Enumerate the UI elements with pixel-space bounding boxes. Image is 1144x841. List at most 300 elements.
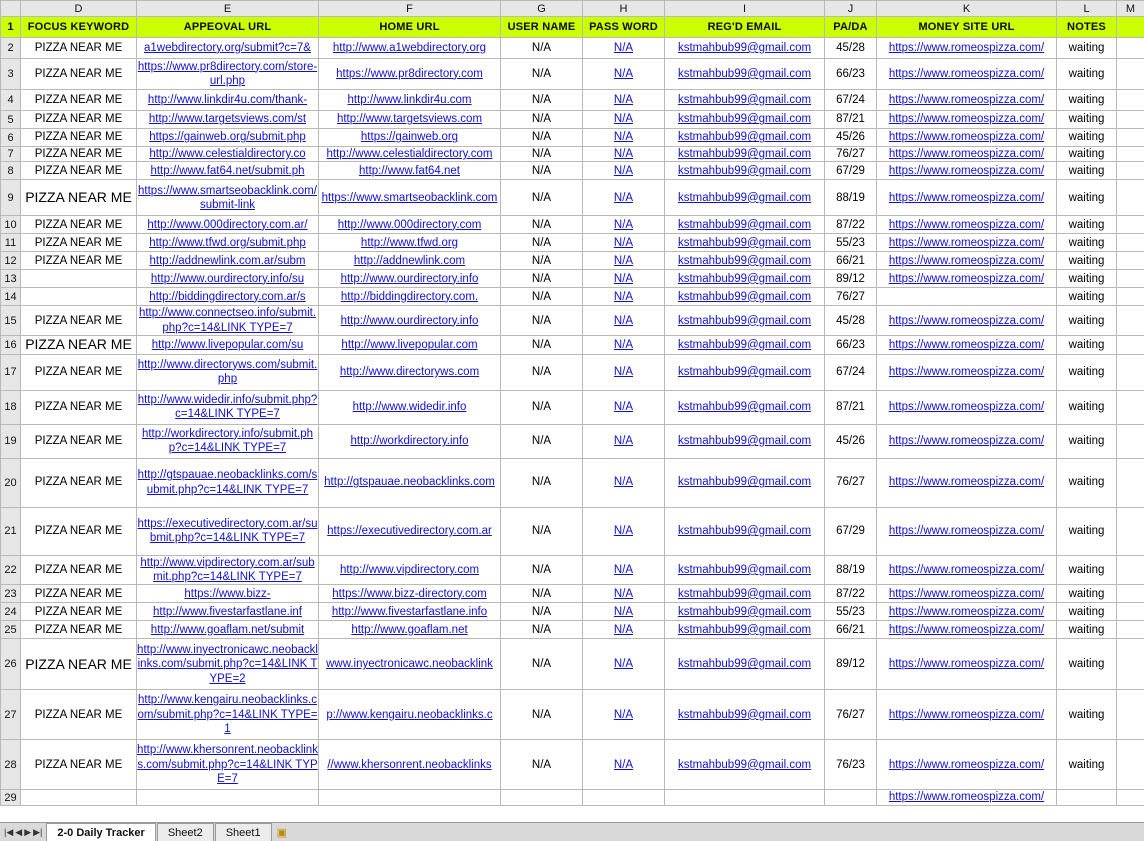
cell-password[interactable] — [583, 216, 665, 234]
cell-home-url[interactable] — [319, 252, 501, 270]
money-site-url-link[interactable]: https://www.romeospizza.com/ — [888, 365, 1045, 378]
approval-url-link[interactable]: https://www.pr8directory.com/store-url.php — [137, 60, 318, 87]
password-link[interactable]: N/A — [613, 658, 634, 671]
home-url-link[interactable]: http://biddingdirectory.com. — [340, 290, 479, 303]
approval-url-link[interactable]: http://www.targetsviews.com/st — [148, 113, 307, 126]
cell-pa-da[interactable]: 76/27 — [825, 458, 877, 507]
cell-focus-keyword[interactable] — [21, 639, 137, 690]
password-link[interactable]: N/A — [613, 338, 634, 351]
row-header-19[interactable]: 19 — [1, 424, 21, 458]
cell-user-name[interactable] — [501, 90, 583, 111]
regd-email-link[interactable]: kstmahbub99@gmail.com — [677, 236, 812, 249]
column-header-E[interactable]: E — [137, 1, 319, 17]
cell-regd-email[interactable] — [665, 424, 825, 458]
cell-user-name[interactable] — [501, 216, 583, 234]
table-row[interactable] — [1, 621, 1144, 639]
table-row[interactable] — [1, 162, 1144, 180]
cell-password[interactable] — [583, 90, 665, 111]
row-header-25[interactable]: 25 — [1, 621, 21, 639]
regd-email-link[interactable]: kstmahbub99@gmail.com — [677, 708, 812, 721]
column-header-G[interactable]: G — [501, 1, 583, 17]
table-row[interactable] — [1, 38, 1144, 59]
password-link[interactable]: N/A — [613, 623, 634, 636]
row-header-1[interactable]: 1 — [1, 17, 21, 38]
row-header-11[interactable]: 11 — [1, 234, 21, 252]
cell-password[interactable] — [583, 740, 665, 790]
cell-pa-da[interactable]: 45/26 — [825, 424, 877, 458]
cell-home-url[interactable] — [319, 270, 501, 288]
row-header-16[interactable]: 16 — [1, 336, 21, 355]
cell-user-name[interactable] — [501, 390, 583, 424]
row-header-18[interactable]: 18 — [1, 390, 21, 424]
money-site-url-link[interactable]: https://www.romeospizza.com/ — [888, 67, 1045, 80]
money-site-url-link[interactable]: https://www.romeospizza.com/ — [888, 400, 1045, 413]
money-site-url-link[interactable]: https://www.romeospizza.com/ — [888, 524, 1045, 537]
cell-approval-url[interactable] — [137, 740, 319, 790]
approval-url-link[interactable]: http://www.goaflam.net/submit — [150, 623, 305, 636]
cell-pa-da[interactable]: 88/19 — [825, 555, 877, 585]
password-link[interactable]: N/A — [613, 365, 634, 378]
money-site-url-link[interactable]: https://www.romeospizza.com/ — [888, 658, 1045, 671]
row-header-4[interactable]: 4 — [1, 90, 21, 111]
cell-regd-email[interactable] — [665, 216, 825, 234]
regd-email-link[interactable]: kstmahbub99@gmail.com — [677, 67, 812, 80]
password-link[interactable]: N/A — [613, 524, 634, 537]
approval-url-link[interactable]: http://www.khersonrent.neobacklinks.com/submit.php?c=14&LINK TYPE=7 — [137, 744, 318, 786]
table-row[interactable] — [1, 354, 1144, 390]
cell-m[interactable] — [1117, 790, 1144, 805]
cell-m[interactable] — [1117, 288, 1144, 306]
cell-regd-email[interactable] — [665, 603, 825, 621]
cell-password[interactable] — [583, 147, 665, 162]
regd-email-link[interactable]: kstmahbub99@gmail.com — [677, 290, 812, 303]
cell-approval-url[interactable] — [137, 252, 319, 270]
column-header-D[interactable]: D — [21, 1, 137, 17]
cell-user-name[interactable] — [501, 129, 583, 147]
cell-home-url[interactable] — [319, 129, 501, 147]
cell-approval-url[interactable] — [137, 424, 319, 458]
cell-user-name[interactable] — [501, 252, 583, 270]
table-row[interactable] — [1, 129, 1144, 147]
cell-user-name[interactable] — [501, 180, 583, 216]
cell-money-site-url[interactable] — [877, 740, 1057, 790]
table-row[interactable] — [1, 603, 1144, 621]
cell-password[interactable] — [583, 162, 665, 180]
cell-focus-keyword[interactable] — [21, 270, 137, 288]
column-header-M[interactable]: M — [1117, 1, 1144, 17]
cell-regd-email[interactable] — [665, 790, 825, 805]
regd-email-link[interactable]: kstmahbub99@gmail.com — [677, 658, 812, 671]
password-link[interactable]: N/A — [613, 758, 634, 771]
cell-focus-keyword[interactable] — [21, 288, 137, 306]
cell-home-url[interactable] — [319, 603, 501, 621]
cell-notes[interactable]: waiting — [1057, 234, 1117, 252]
cell-pa-da[interactable]: 76/27 — [825, 690, 877, 740]
cell-password[interactable] — [583, 252, 665, 270]
cell-home-url[interactable] — [319, 147, 501, 162]
cell-focus-keyword[interactable] — [21, 621, 137, 639]
cell-pa-da[interactable]: 67/24 — [825, 354, 877, 390]
cell-notes[interactable]: waiting — [1057, 424, 1117, 458]
cell-approval-url[interactable] — [137, 555, 319, 585]
cell-home-url[interactable] — [319, 59, 501, 90]
cell-pa-da[interactable]: 87/21 — [825, 390, 877, 424]
cell-home-url[interactable] — [319, 336, 501, 355]
row-header-23[interactable]: 23 — [1, 585, 21, 603]
cell-m[interactable] — [1117, 336, 1144, 355]
cell-home-url[interactable] — [319, 740, 501, 790]
cell-regd-email[interactable] — [665, 38, 825, 59]
cell-approval-url[interactable] — [137, 336, 319, 355]
cell-notes[interactable]: waiting — [1057, 162, 1117, 180]
cell-notes[interactable]: waiting — [1057, 180, 1117, 216]
approval-url-link[interactable]: http://www.fivestarfastlane.inf — [153, 605, 302, 618]
cell-focus-keyword[interactable] — [21, 390, 137, 424]
cell-home-url[interactable] — [319, 585, 501, 603]
home-url-link[interactable]: https://executivedirectory.com.ar — [327, 524, 492, 537]
cell-home-url[interactable] — [319, 234, 501, 252]
home-url-link[interactable]: https://www.pr8directory.com — [336, 67, 483, 80]
regd-email-link[interactable]: kstmahbub99@gmail.com — [677, 524, 812, 537]
table-row[interactable] — [1, 216, 1144, 234]
cell-regd-email[interactable] — [665, 354, 825, 390]
money-site-url-link[interactable]: https://www.romeospizza.com/ — [888, 623, 1045, 636]
row-header-12[interactable]: 12 — [1, 252, 21, 270]
cell-regd-email[interactable] — [665, 288, 825, 306]
cell-approval-url[interactable] — [137, 603, 319, 621]
cell-regd-email[interactable] — [665, 129, 825, 147]
cell-approval-url[interactable] — [137, 621, 319, 639]
home-url-link[interactable]: p://www.kengairu.neobacklinks.c — [326, 708, 493, 721]
row-header-28[interactable]: 28 — [1, 740, 21, 790]
row-header-9[interactable]: 9 — [1, 180, 21, 216]
column-header-J[interactable]: J — [825, 1, 877, 17]
cell-user-name[interactable] — [501, 270, 583, 288]
cell-m[interactable] — [1117, 424, 1144, 458]
cell-notes[interactable]: waiting — [1057, 621, 1117, 639]
cell-user-name[interactable] — [501, 507, 583, 555]
row-header-26[interactable]: 26 — [1, 639, 21, 690]
cell-password[interactable] — [583, 790, 665, 805]
cell-notes[interactable]: waiting — [1057, 129, 1117, 147]
cell-focus-keyword[interactable] — [21, 507, 137, 555]
cell-home-url[interactable] — [319, 507, 501, 555]
cell-focus-keyword[interactable] — [21, 555, 137, 585]
cell-password[interactable] — [583, 59, 665, 90]
approval-url-link[interactable]: http://www.directoryws.com/submit.php — [137, 358, 318, 386]
regd-email-link[interactable]: kstmahbub99@gmail.com — [677, 587, 812, 600]
regd-email-link[interactable]: kstmahbub99@gmail.com — [677, 164, 812, 177]
sheet-tab-daily-tracker[interactable]: 2-0 Daily Tracker — [46, 823, 155, 841]
password-link[interactable]: N/A — [613, 434, 634, 447]
cell-m[interactable] — [1117, 585, 1144, 603]
regd-email-link[interactable]: kstmahbub99@gmail.com — [677, 41, 812, 54]
cell-money-site-url[interactable] — [877, 111, 1057, 129]
table-row[interactable] — [1, 234, 1144, 252]
regd-email-link[interactable]: kstmahbub99@gmail.com — [677, 148, 812, 160]
cell-notes[interactable]: waiting — [1057, 354, 1117, 390]
cell-user-name[interactable] — [501, 354, 583, 390]
cell-m[interactable] — [1117, 458, 1144, 507]
cell-regd-email[interactable] — [665, 180, 825, 216]
cell-home-url[interactable] — [319, 162, 501, 180]
cell-regd-email[interactable] — [665, 162, 825, 180]
row-header-21[interactable]: 21 — [1, 507, 21, 555]
cell-home-url[interactable] — [319, 90, 501, 111]
home-url-link[interactable]: https://www.smartseobacklink.com — [321, 191, 498, 204]
approval-url-link[interactable]: http://www.inyectronicawc.neobacklinks.com/submit.php?c=14&LINK TYPE=2 — [137, 643, 318, 685]
cell-approval-url[interactable] — [137, 288, 319, 306]
cell-regd-email[interactable] — [665, 740, 825, 790]
cell-pa-da[interactable]: 66/21 — [825, 252, 877, 270]
cell-pa-da[interactable]: 55/23 — [825, 603, 877, 621]
table-row[interactable] — [1, 336, 1144, 355]
home-url-link[interactable]: http://www.goaflam.net — [351, 623, 468, 636]
regd-email-link[interactable]: kstmahbub99@gmail.com — [677, 605, 812, 618]
row-header-7[interactable]: 7 — [1, 147, 21, 162]
money-site-url-link[interactable]: https://www.romeospizza.com/ — [888, 434, 1045, 447]
cell-pa-da[interactable]: 89/12 — [825, 270, 877, 288]
cell-focus-keyword[interactable] — [21, 111, 137, 129]
cell-m[interactable] — [1117, 390, 1144, 424]
money-site-url-link[interactable]: https://www.romeospizza.com/ — [888, 563, 1045, 576]
cell-user-name[interactable] — [501, 690, 583, 740]
cell-m[interactable] — [1117, 216, 1144, 234]
cell-m[interactable] — [1117, 129, 1144, 147]
cell-approval-url[interactable] — [137, 790, 319, 805]
cell-home-url[interactable] — [319, 458, 501, 507]
cell-password[interactable] — [583, 555, 665, 585]
home-url-link[interactable]: http://www.targetsviews.com — [336, 113, 483, 126]
cell-notes[interactable]: waiting — [1057, 390, 1117, 424]
corner-select-all[interactable] — [1, 1, 21, 17]
table-row[interactable] — [1, 458, 1144, 507]
cell-pa-da[interactable] — [825, 790, 877, 805]
cell-m[interactable] — [1117, 180, 1144, 216]
cell-home-url[interactable] — [319, 216, 501, 234]
column-header-H[interactable]: H — [583, 1, 665, 17]
home-url-link[interactable]: https://gainweb.org — [360, 131, 459, 144]
cell-pa-da[interactable]: 66/23 — [825, 59, 877, 90]
password-link[interactable]: N/A — [613, 191, 634, 204]
approval-url-link[interactable]: http://workdirectory.info/submit.php?c=14&LINK TYPE=7 — [141, 427, 314, 455]
cell-m[interactable] — [1117, 639, 1144, 690]
home-url-link[interactable]: //www.khersonrent.neobacklinks — [327, 758, 492, 771]
cell-notes[interactable]: waiting — [1057, 38, 1117, 59]
cell-notes[interactable]: waiting — [1057, 336, 1117, 355]
cell-focus-keyword[interactable] — [21, 216, 137, 234]
cell-money-site-url[interactable] — [877, 147, 1057, 162]
cell-regd-email[interactable] — [665, 639, 825, 690]
cell-password[interactable] — [583, 306, 665, 336]
money-site-url-link[interactable]: https://www.romeospizza.com/ — [888, 131, 1045, 144]
cell-regd-email[interactable] — [665, 147, 825, 162]
cell-m[interactable] — [1117, 270, 1144, 288]
approval-url-link[interactable]: http://www.tfwd.org/submit.php — [149, 236, 306, 249]
cell-regd-email[interactable] — [665, 234, 825, 252]
cell-m[interactable] — [1117, 690, 1144, 740]
regd-email-link[interactable]: kstmahbub99@gmail.com — [677, 93, 812, 106]
approval-url-link[interactable]: http://www.linkdir4u.com/thank- — [147, 93, 308, 106]
home-url-link[interactable]: http://www.fivestarfastlane.info — [331, 605, 488, 618]
cell-pa-da[interactable]: 76/23 — [825, 740, 877, 790]
cell-m[interactable] — [1117, 90, 1144, 111]
home-url-link[interactable]: http://www.fat64.net — [358, 164, 460, 177]
cell-m[interactable] — [1117, 555, 1144, 585]
cell-regd-email[interactable] — [665, 336, 825, 355]
cell-password[interactable] — [583, 111, 665, 129]
cell-notes[interactable]: waiting — [1057, 555, 1117, 585]
cell-user-name[interactable] — [501, 306, 583, 336]
cell-user-name[interactable] — [501, 555, 583, 585]
cell-pa-da[interactable]: 87/21 — [825, 111, 877, 129]
cell-regd-email[interactable] — [665, 390, 825, 424]
cell-focus-keyword[interactable] — [21, 38, 137, 59]
money-site-url-link[interactable]: https://www.romeospizza.com/ — [888, 254, 1045, 267]
cell-password[interactable] — [583, 424, 665, 458]
column-header-K[interactable]: K — [877, 1, 1057, 17]
money-site-url-link[interactable]: https://www.romeospizza.com/ — [888, 218, 1045, 231]
approval-url-link[interactable]: http://www.widedir.info/submit.php?c=14&LINK TYPE=7 — [137, 393, 318, 421]
cell-focus-keyword[interactable] — [21, 790, 137, 805]
cell-focus-keyword[interactable] — [21, 147, 137, 162]
approval-url-link[interactable]: http://www.kengairu.neobacklinks.com/submit.php?c=14&LINK TYPE=1 — [137, 694, 318, 736]
cell-money-site-url[interactable] — [877, 354, 1057, 390]
cell-focus-keyword[interactable] — [21, 458, 137, 507]
regd-email-link[interactable]: kstmahbub99@gmail.com — [677, 623, 812, 636]
cell-approval-url[interactable] — [137, 129, 319, 147]
password-link[interactable]: N/A — [613, 272, 634, 285]
cell-password[interactable] — [583, 234, 665, 252]
cell-focus-keyword[interactable] — [21, 585, 137, 603]
cell-user-name[interactable] — [501, 162, 583, 180]
password-link[interactable]: N/A — [613, 314, 634, 327]
cell-money-site-url[interactable] — [877, 603, 1057, 621]
cell-focus-keyword[interactable] — [21, 354, 137, 390]
password-link[interactable]: N/A — [613, 131, 634, 144]
sheet-tab-sheet1[interactable]: Sheet1 — [215, 823, 272, 841]
prev-sheet-icon[interactable]: ◀ — [15, 826, 23, 837]
cell-money-site-url[interactable] — [877, 507, 1057, 555]
cell-user-name[interactable] — [501, 603, 583, 621]
home-url-link[interactable]: http://www.celestialdirectory.com — [326, 148, 493, 160]
cell-regd-email[interactable] — [665, 59, 825, 90]
cell-user-name[interactable] — [501, 336, 583, 355]
approval-url-link[interactable]: http://biddingdirectory.com.ar/s — [149, 290, 306, 303]
row-header-29[interactable]: 29 — [1, 790, 21, 805]
cell-password[interactable] — [583, 390, 665, 424]
cell-money-site-url[interactable] — [877, 270, 1057, 288]
cell-password[interactable] — [583, 270, 665, 288]
cell-home-url[interactable] — [319, 390, 501, 424]
cell-user-name[interactable] — [501, 147, 583, 162]
cell-approval-url[interactable] — [137, 180, 319, 216]
cell-approval-url[interactable] — [137, 270, 319, 288]
cell-approval-url[interactable] — [137, 639, 319, 690]
next-sheet-icon[interactable]: ▶ — [24, 826, 32, 837]
cell-money-site-url[interactable] — [877, 162, 1057, 180]
table-row[interactable] — [1, 147, 1144, 162]
cell-pa-da[interactable]: 45/26 — [825, 129, 877, 147]
table-row[interactable] — [1, 555, 1144, 585]
approval-url-link[interactable]: https://www.bizz- — [184, 587, 271, 600]
cell-approval-url[interactable] — [137, 458, 319, 507]
cell-notes[interactable]: waiting — [1057, 111, 1117, 129]
regd-email-link[interactable]: kstmahbub99@gmail.com — [677, 191, 812, 204]
cell-password[interactable] — [583, 621, 665, 639]
regd-email-link[interactable]: kstmahbub99@gmail.com — [677, 254, 812, 267]
cell-user-name[interactable] — [501, 38, 583, 59]
cell-focus-keyword[interactable] — [21, 306, 137, 336]
home-url-link[interactable]: www.inyectronicawc.neobacklink — [326, 658, 493, 671]
cell-m[interactable] — [1117, 740, 1144, 790]
approval-url-link[interactable]: https://www.smartseobacklink.com/submit-link — [138, 184, 317, 211]
home-url-link[interactable]: http://www.vipdirectory.com — [339, 563, 480, 576]
approval-url-link[interactable]: http://www.celestialdirectory.co — [149, 148, 306, 160]
row-header-5[interactable]: 5 — [1, 111, 21, 129]
cell-approval-url[interactable] — [137, 162, 319, 180]
cell-pa-da[interactable]: 45/28 — [825, 38, 877, 59]
cell-password[interactable] — [583, 288, 665, 306]
cell-money-site-url[interactable] — [877, 288, 1057, 306]
cell-focus-keyword[interactable] — [21, 234, 137, 252]
cell-money-site-url[interactable] — [877, 690, 1057, 740]
row-header-13[interactable]: 13 — [1, 270, 21, 288]
cell-user-name[interactable] — [501, 639, 583, 690]
cell-user-name[interactable] — [501, 59, 583, 90]
password-link[interactable]: N/A — [613, 236, 634, 249]
table-row[interactable] — [1, 306, 1144, 336]
table-row[interactable] — [1, 690, 1144, 740]
approval-url-link[interactable]: http://addnewlink.com.ar/subm — [149, 254, 306, 267]
password-link[interactable]: N/A — [613, 290, 634, 303]
cell-regd-email[interactable] — [665, 306, 825, 336]
table-row[interactable] — [1, 390, 1144, 424]
money-site-url-link[interactable]: https://www.romeospizza.com/ — [888, 148, 1045, 160]
cell-money-site-url[interactable] — [877, 555, 1057, 585]
cell-notes[interactable]: waiting — [1057, 288, 1117, 306]
cell-regd-email[interactable] — [665, 690, 825, 740]
home-url-link[interactable]: http://gtspauae.neobacklinks.com — [324, 476, 495, 489]
sheet-nav-buttons[interactable] — [0, 827, 46, 838]
table-row[interactable] — [1, 111, 1144, 129]
cell-notes[interactable]: waiting — [1057, 90, 1117, 111]
home-url-link[interactable]: http://www.ourdirectory.info — [340, 272, 479, 285]
money-site-url-link[interactable]: https://www.romeospizza.com/ — [888, 164, 1045, 177]
money-site-url-link[interactable]: https://www.romeospizza.com/ — [888, 272, 1045, 285]
approval-url-link[interactable]: https://gainweb.org/submit.php — [149, 131, 306, 144]
table-row[interactable] — [1, 740, 1144, 790]
money-site-url-link[interactable]: https://www.romeospizza.com/ — [888, 587, 1045, 600]
table-row[interactable] — [1, 270, 1144, 288]
cell-money-site-url[interactable] — [877, 306, 1057, 336]
home-url-link[interactable]: http://www.livepopular.com — [341, 338, 478, 351]
row-header-10[interactable]: 10 — [1, 216, 21, 234]
cell-m[interactable] — [1117, 147, 1144, 162]
money-site-url-link[interactable]: https://www.romeospizza.com/ — [888, 93, 1045, 106]
cell-home-url[interactable] — [319, 621, 501, 639]
money-site-url-link[interactable]: https://www.romeospizza.com/ — [888, 41, 1045, 54]
cell-pa-da[interactable]: 76/27 — [825, 288, 877, 306]
regd-email-link[interactable]: kstmahbub99@gmail.com — [677, 218, 812, 231]
approval-url-link[interactable]: http://www.livepopular.com/su — [151, 338, 304, 351]
cell-money-site-url[interactable] — [877, 390, 1057, 424]
regd-email-link[interactable]: kstmahbub99@gmail.com — [677, 563, 812, 576]
home-url-link[interactable]: http://www.widedir.info — [352, 400, 467, 413]
cell-user-name[interactable] — [501, 790, 583, 805]
regd-email-link[interactable]: kstmahbub99@gmail.com — [677, 400, 812, 413]
cell-user-name[interactable] — [501, 621, 583, 639]
